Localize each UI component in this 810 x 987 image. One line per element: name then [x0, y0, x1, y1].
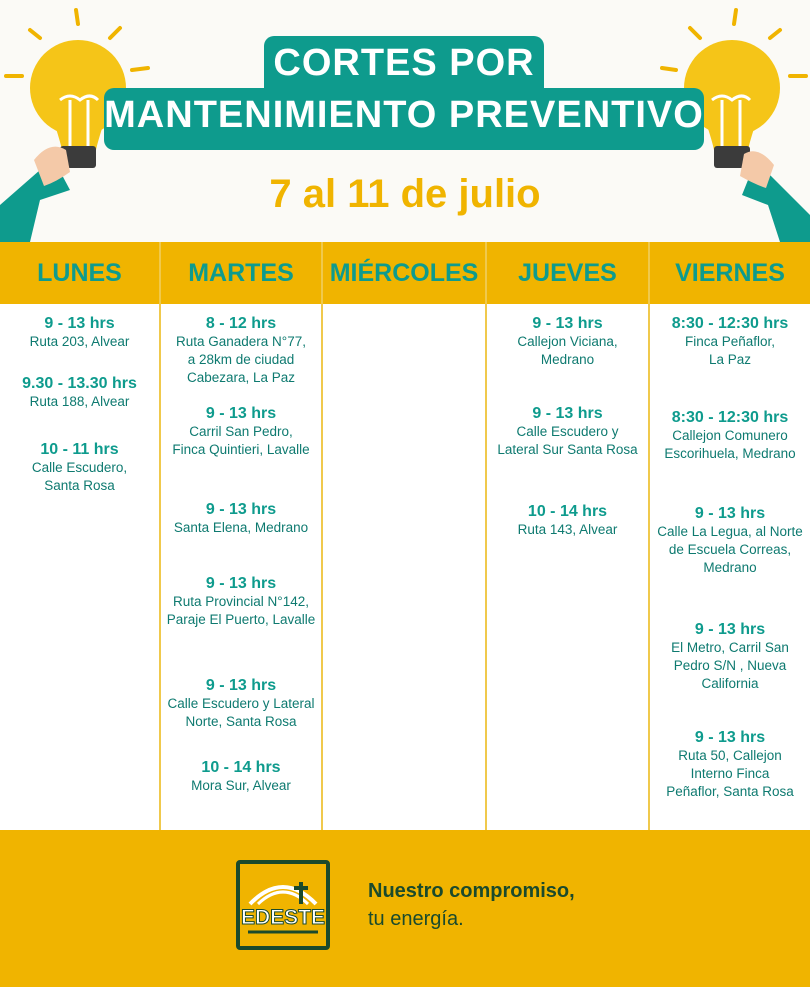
entry-hours: 8:30 - 12:30 hrs — [671, 409, 789, 426]
entry-hours: 9 - 13 hrs — [694, 729, 766, 746]
entry-hours: 10 - 11 hrs — [40, 441, 119, 458]
entry-hours: 9 - 13 hrs — [532, 405, 603, 422]
slogan-line-1: Nuestro compromiso, — [368, 880, 575, 902]
entry-hours: 8:30 - 12:30 hrs — [671, 315, 789, 332]
date-range: 7 al 11 de julio — [269, 172, 541, 216]
entry-hours: 9 - 13 hrs — [205, 575, 277, 592]
schedule-entry — [161, 500, 321, 537]
slogan-line-2: tu energía. — [368, 908, 464, 930]
schedule-entry — [650, 408, 810, 463]
entry-location: Ruta 50, Callejon Interno Finca Peñaflor, Santa Rosa — [666, 748, 794, 799]
entry-hours: 9.30 - 13.30 hrs — [22, 375, 137, 392]
column-lunes — [0, 304, 159, 830]
entry-hours: 9 - 13 hrs — [694, 621, 766, 638]
footer — [0, 830, 810, 987]
schedule-entry — [650, 504, 810, 577]
entry-location: Ruta Provincial N°142, Paraje El Puerto, Lavalle — [166, 594, 316, 627]
schedule-entry — [0, 440, 159, 495]
schedule-entry — [161, 758, 321, 795]
schedule-entry — [161, 314, 321, 387]
edeste-logo-icon — [240, 864, 326, 946]
header — [0, 0, 810, 242]
column-divider — [648, 242, 650, 830]
schedule-table — [0, 304, 810, 830]
entry-location: Mora Sur, Alvear — [191, 778, 291, 793]
column-miercoles — [323, 304, 485, 830]
days-header-bar — [0, 242, 810, 304]
day-jueves: JUEVES — [518, 259, 617, 287]
schedule-entry — [650, 620, 810, 693]
title-line-2: MANTENIMIENTO PREVENTIVO — [104, 94, 704, 136]
entry-hours: 9 - 13 hrs — [532, 315, 603, 332]
day-miercoles: MIÉRCOLES — [329, 259, 479, 287]
column-viernes — [650, 304, 810, 830]
column-divider — [321, 242, 323, 830]
column-divider — [159, 242, 161, 830]
entry-hours: 8 - 12 hrs — [205, 315, 277, 332]
entry-location: Calle Escudero y Lateral Norte, Santa Rosa — [167, 696, 315, 729]
day-viernes: VIERNES — [675, 259, 785, 287]
entry-location: Finca Peñaflor, La Paz — [684, 334, 776, 367]
schedule-entry — [650, 314, 810, 369]
schedule-entry — [0, 374, 159, 411]
schedule-entry — [487, 502, 648, 539]
entry-hours: 9 - 13 hrs — [694, 505, 766, 522]
column-divider — [485, 242, 487, 830]
entry-location: Ruta 143, Alvear — [517, 522, 618, 537]
entry-location: Calle Escudero, Santa Rosa — [31, 460, 128, 493]
entry-hours: 10 - 14 hrs — [527, 503, 608, 520]
entry-location: El Metro, Carril San Pedro S/N , Nueva California — [671, 640, 789, 691]
logo-text: EDESTE — [240, 906, 326, 929]
schedule-entry — [0, 314, 159, 351]
schedule-entry — [161, 676, 321, 731]
edeste-logo — [236, 860, 330, 950]
entry-hours: 9 - 13 hrs — [205, 501, 277, 518]
entry-hours: 9 - 13 hrs — [205, 405, 277, 422]
entry-location: Santa Elena, Medrano — [173, 520, 309, 535]
day-lunes: LUNES — [37, 259, 122, 287]
schedule-entry — [487, 404, 648, 459]
schedule-entry — [487, 314, 648, 369]
title-line-1: CORTES POR — [273, 42, 535, 84]
column-martes — [161, 304, 321, 830]
day-martes: MARTES — [188, 259, 294, 287]
schedule-entry — [161, 404, 321, 459]
entry-location: Carril San Pedro, Finca Quintieri, Lavalle — [172, 424, 310, 457]
entry-hours: 9 - 13 hrs — [44, 315, 115, 332]
entry-hours: 9 - 13 hrs — [205, 677, 277, 694]
entry-location: Ruta Ganadera N°77, a 28km de ciudad Cabezara, La Paz — [176, 334, 306, 385]
column-jueves — [487, 304, 648, 830]
schedule-entry — [650, 728, 810, 801]
entry-location: Callejon Viciana, Medrano — [517, 334, 618, 367]
entry-location: Ruta 188, Alvear — [29, 394, 130, 409]
entry-location: Calle La Legua, al Norte de Escuela Correas, Medrano — [657, 524, 803, 575]
entry-location: Callejon Comunero Escorihuela, Medrano — [664, 428, 796, 461]
schedule-entry — [161, 574, 321, 629]
entry-location: Ruta 203, Alvear — [29, 334, 130, 349]
entry-hours: 10 - 14 hrs — [201, 759, 281, 776]
entry-location: Calle Escudero y Lateral Sur Santa Rosa — [497, 424, 638, 457]
